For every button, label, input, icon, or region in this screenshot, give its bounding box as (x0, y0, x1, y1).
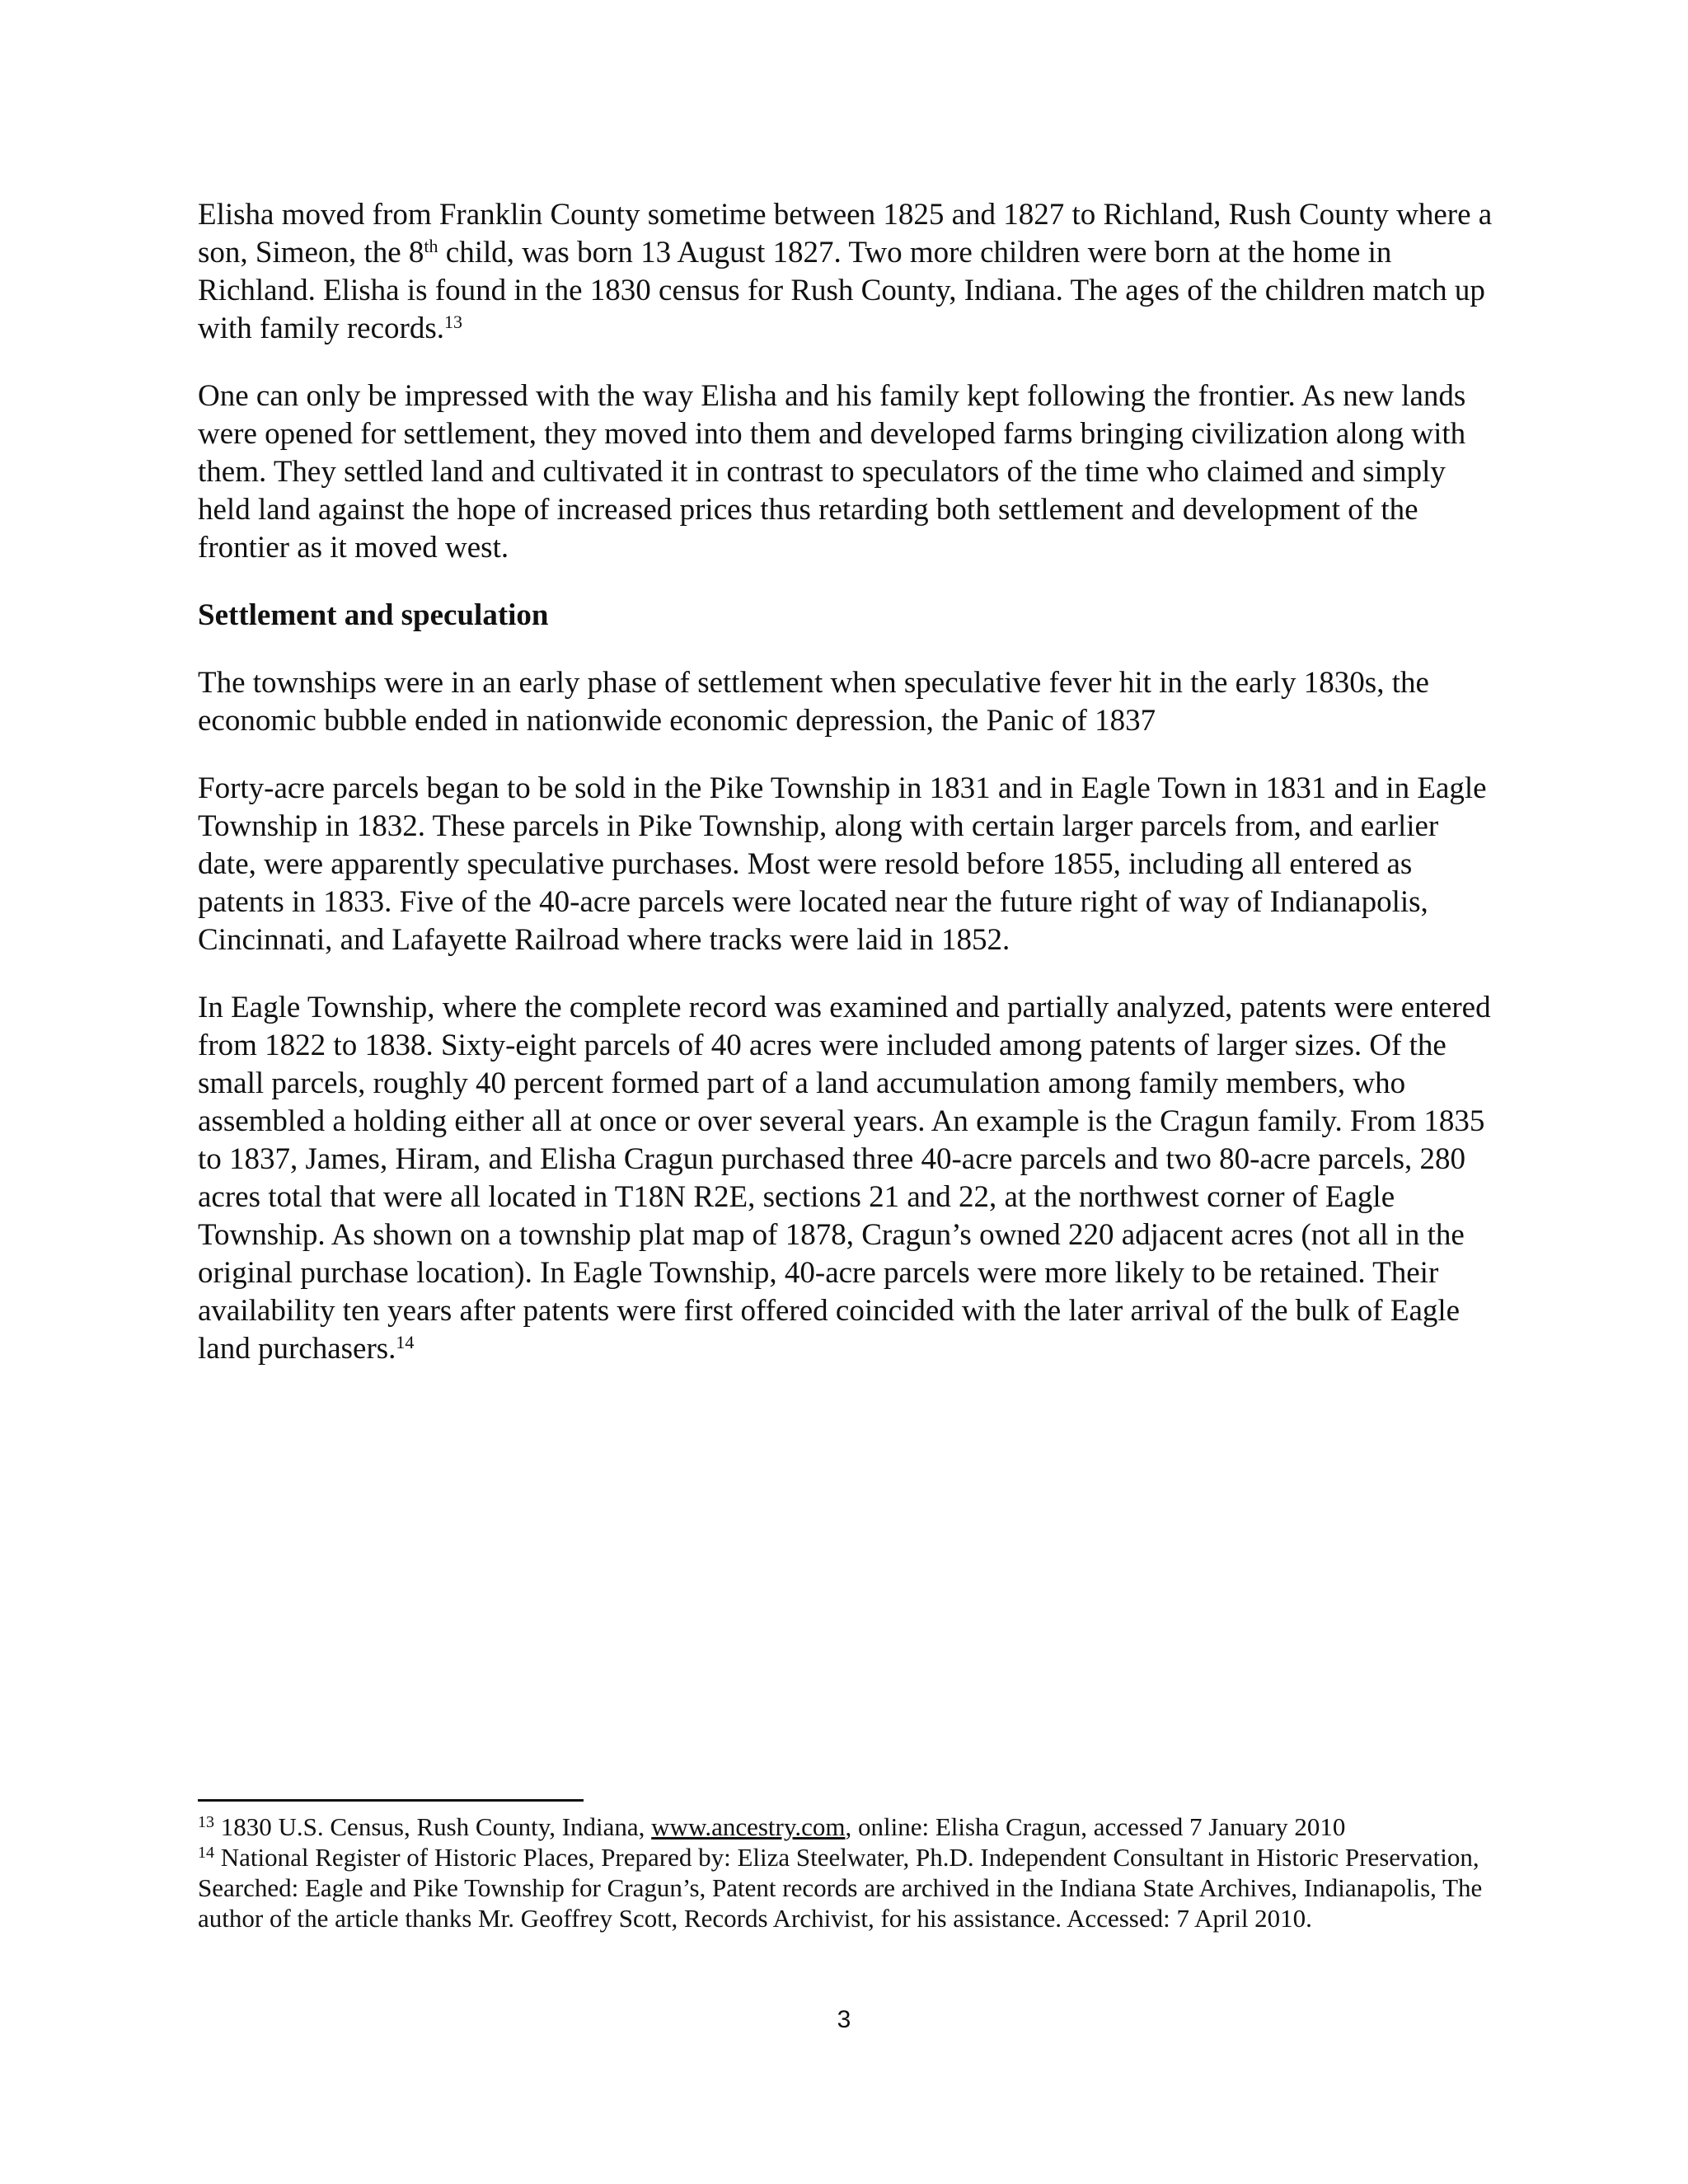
footnote-number: 13 (198, 1813, 214, 1831)
footnote-ref-14[interactable]: 14 (396, 1331, 415, 1352)
page-number: 3 (837, 2006, 851, 2033)
footnote-14: $^{14}$ National Register of Historic Places, Prepared by: Eliza Steelwater, Ph.D. Independent Consultant in Historic Preservation, Searched: Eagle and Pike Township for Cragun’s, Patent records are archived in the Indiana State Archives, Indianapolis, The author of the article thanks Mr. Geoffrey Scott, Records Archivist, for his assistance. Accessed: 7 April 2010. (198, 1843, 1483, 1933)
paragraph-townships: The townships were in an early phase of settlement when speculative fever hit in the early 1830s, the economic bubble ended in nationwide economic depression, the Panic of 1837 (198, 666, 1429, 738)
ancestry-link[interactable]: www.ancestry.com (651, 1812, 846, 1841)
footnote-separator (198, 1799, 584, 1802)
paragraph-elisha-moved: Elisha moved from Franklin County sometime between 1825 and 1827 to Richland, Rush County where a son, Simeon, the 8th child, was born 13 August 1827. Two more children were born at the home in Richland. Elisha is found in the 1830 census for Rush County, Indiana. The ages of the children match up with family records.$^{13}$ (198, 198, 1493, 345)
ordinal-superscript: th (424, 235, 438, 256)
body-text (198, 196, 1500, 1398)
footnotes (198, 1811, 1508, 1933)
paragraph-forty-acre: Forty-acre parcels began to be sold in the Pike Township in 1831 and in Eagle Town in 1831 and in Eagle Township in 1832. These parcels in Pike Township, along with certain larger parcels from, and earlier date, were apparently speculative purchases. Most were resold before 1855, including all entered as patents in 1833. Five of the 40-acre parcels were located near the future right of way of Indianapolis, Cincinnati, and Lafayette Railroad where tracks were laid in 1852. (198, 771, 1487, 957)
footnote-number: 14 (198, 1844, 214, 1862)
footnote-ref-13[interactable]: 13 (444, 311, 462, 332)
footnote-13: $^{13}$ 1830 U.S. Census, Rush County, Indiana, www.ancestry.com, online: Elisha Cragun, accessed 7 January 2010 (198, 1812, 1346, 1841)
paragraph-eagle-township: In Eagle Township, where the complete record was examined and partially analyzed, patents were entered from 1822 to 1838. Sixty-eight parcels of 40 acres were included among patents of larger sizes. Of the small parcels, roughly 40 percent formed part of a land accumulation among family members, who assembled a holding either all at once or over several years. An example is the Cragun family. From 1835 to 1837, James, Hiram, and Elisha Cragun purchased three 40-acre parcels and two 80-acre parcels, 280 acres total that were all located in T18N R2E, sections 21 and 22, at the northwest corner of Eagle Township. As shown on a township plat map of 1878, Cragun’s owned 220 adjacent acres (not all in the original purchase location). In Eagle Township, 40-acre parcels were more likely to be retained. Their availability ten years after patents were first offered coincided with the later arrival of the bulk of Eagle land purchasers.$^{14}$ (198, 991, 1491, 1366)
section-heading: Settlement and speculation (198, 598, 549, 632)
paragraph-frontier: One can only be impressed with the way Elisha and his family kept following the frontier. As new lands were opened for settlement, they moved into them and developed farms bringing civilization along with them. They settled land and cultivated it in contrast to speculators of the time who claimed and simply held land against the hope of increased prices thus retarding both settlement and development of the frontier as it moved west. (198, 379, 1466, 565)
